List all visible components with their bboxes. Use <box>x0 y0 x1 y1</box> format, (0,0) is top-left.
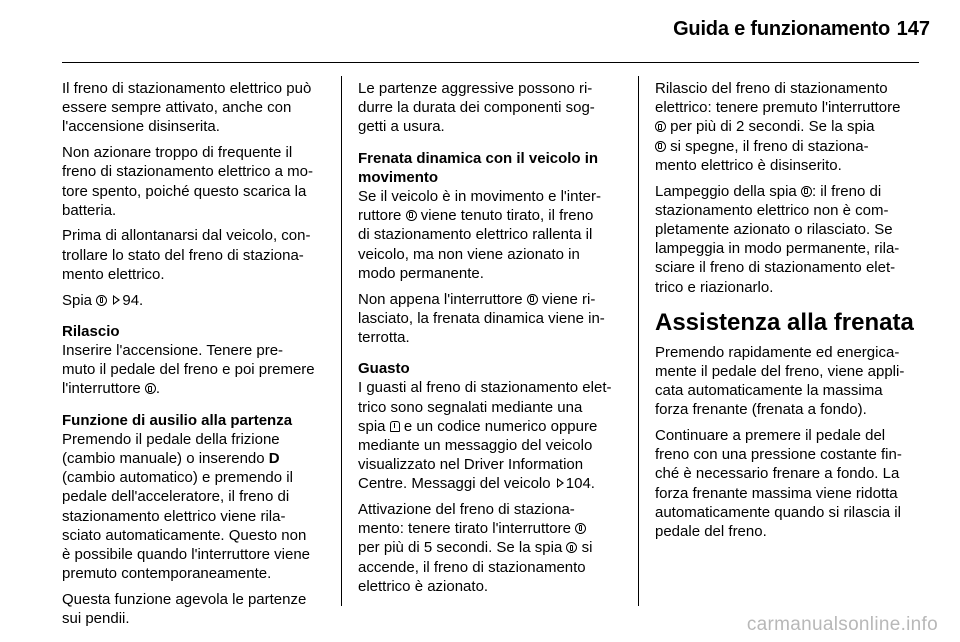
paragraph: Continuare a premere il pedale del freno con una pressione costante fin- ché è necessario frenare a fondo. La forza frenante massima viene ridotta automaticamente quando si rilascia il pedale del freno. <box>655 427 902 541</box>
spia-reference: Spia 94. <box>62 291 144 309</box>
parking-brake-icon <box>575 523 586 534</box>
parking-brake-icon <box>801 186 812 197</box>
paragraph: Non appena l'interruttore viene ri- lasciato, la frenata dinamica viene in- terrotta. <box>358 290 605 346</box>
parking-brake-icon <box>655 121 666 132</box>
paragraph: Le partenze aggressive possono ri- durre la durata dei componenti sog- getti a usura. <box>358 80 595 136</box>
paragraph: Attivazione del freno di staziona- mento: tenere tirato l'interruttore per più di 5 secondi. Se la spia si accende, il freno di stazionamento elettrico è azionato. <box>358 501 593 595</box>
brake-fault-warning-icon <box>390 421 400 432</box>
paragraph: Lampeggio della spia : il freno di stazionamento elettrico non è com- pletamente azionato o rilasciato. Se lampeggia in modo permanente, rila- sciare il freno di stazionamento elet- trico e riazionarlo. <box>655 182 900 296</box>
section-funzione: Funzione di ausilio alla partenza Premendo il pedale della frizione (cambio manuale) o inserendo D (cambio automatico) e premendo il pedale dell'acceleratore, il freno di stazionamento elettrico viene rila- sciato automaticamente. Questo non è possibile quando l'interruttore viene premuto contemporaneamente. <box>62 411 324 584</box>
subheading: Rilascio <box>62 322 120 340</box>
parking-brake-icon <box>527 294 538 305</box>
paragraph: Rilascio del freno di stazionamento elettrico: tenere premuto l'interruttore per più di 2 secondi. Se la spia si spegne, il freno di staziona- mento elettrico è disinserito. <box>655 80 901 174</box>
column-2 <box>358 79 623 603</box>
column-3 <box>655 79 922 548</box>
parking-brake-icon <box>96 295 107 306</box>
column-1 <box>62 79 324 635</box>
section-guasto: Guasto I guasti al freno di stazionamento elet- trico sono segnalati mediante una spia e un codice numerico oppure mediante un messaggio del veicolo visualizzato nel Driver Information Centre. Messaggi del veicolo 104. <box>358 359 623 493</box>
column-divider <box>638 76 639 606</box>
subheading: movimento <box>358 168 439 186</box>
parking-brake-icon <box>655 141 666 152</box>
subheading: Frenata dinamica con il veicolo in <box>358 149 599 167</box>
paragraph: Questa funzione agevola le partenze sui pendii. <box>62 590 307 628</box>
page-reference-arrow-icon <box>557 478 564 488</box>
section-heading: Assistenza alla frenata <box>655 308 914 336</box>
page-number: 147 <box>896 18 930 40</box>
subheading: Guasto <box>358 360 410 378</box>
watermark: carmanualsonline.info <box>746 614 938 635</box>
paragraph: Prima di allontanarsi dal veicolo, con- trollare lo stato del freno di staziona- mento elettrico. <box>62 227 311 283</box>
subheading: Funzione di ausilio alla partenza <box>62 411 293 429</box>
paragraph: Non azionare troppo di frequente il freno di stazionamento elettrico a mo- tore spento, poiché questo scarica la batteria. <box>62 144 313 219</box>
paragraph: Premendo rapidamente ed energica- mente il pedale del freno, viene appli- cata automaticamente la massima forza frenante (frenata a fondo). <box>655 343 905 419</box>
section-rilascio: Rilascio Inserire l'accensione. Tenere pre- muto il pedale del freno e poi premere l'interruttore . <box>62 322 324 399</box>
page-reference-arrow-icon <box>113 295 120 305</box>
paragraph: Il freno di stazionamento elettrico può essere sempre attivato, anche con l'accensione disinserita. <box>62 80 312 136</box>
chapter-title: Guida e funzionamento <box>673 18 890 40</box>
column-divider <box>341 76 342 606</box>
parking-brake-icon <box>406 210 417 221</box>
section-frenata-dinamica: Frenata dinamica con il veicolo in movimento Se il veicolo è in movimento e l'inter- ruttore viene tenuto tirato, il freno di stazionamento elettrico rallenta il veicolo, ma non viene azionato in modo permanente. <box>358 149 623 283</box>
header-rule <box>62 62 919 63</box>
parking-brake-icon <box>145 383 156 394</box>
parking-brake-icon <box>566 542 577 553</box>
